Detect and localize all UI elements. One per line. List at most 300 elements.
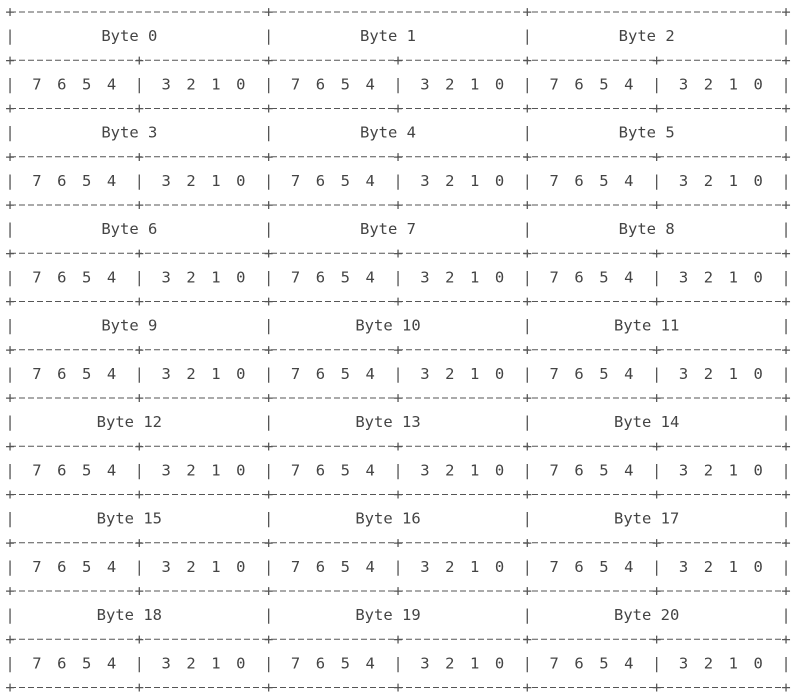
bit-number: 0 (494, 171, 505, 190)
bit-number: 6 (57, 461, 67, 480)
bit-number: 3 (420, 75, 430, 94)
bit-number: 1 (211, 364, 221, 383)
byte-column-divider: | (522, 509, 533, 528)
byte-column-divider: | (522, 557, 533, 576)
bit-number: 2 (186, 171, 196, 190)
border-plus-mark: + (651, 196, 662, 214)
bit-number: 0 (494, 364, 505, 383)
bit-number: 6 (574, 461, 584, 480)
row-border-top (5, 196, 790, 214)
bit-number: 1 (728, 268, 738, 287)
bit-number: 7 (290, 75, 301, 94)
bit-number: 3 (678, 75, 689, 94)
bit-number: 1 (211, 171, 221, 190)
byte-column-divider: | (5, 27, 15, 46)
border-plus-mark: + (522, 678, 533, 697)
border-plus-mark: + (651, 99, 662, 118)
bit-number: 1 (211, 557, 221, 576)
border-plus-mark: + (781, 196, 791, 214)
diagram-bottom-border (5, 679, 790, 697)
border-plus-mark: + (781, 99, 791, 118)
border-plus-mark: + (781, 292, 791, 311)
border-plus-mark: + (651, 340, 662, 359)
bit-number: 6 (57, 654, 67, 673)
border-plus-mark: + (5, 196, 15, 214)
border-plus-mark: + (5, 678, 15, 697)
border-plus-mark: + (263, 582, 274, 600)
border-plus-mark: + (651, 485, 662, 504)
byte-label: Byte 4 (360, 123, 416, 142)
bit-number: 5 (599, 557, 609, 576)
bit-number: 7 (549, 268, 559, 287)
border-plus-mark: + (5, 340, 15, 359)
border-plus-mark: + (522, 389, 533, 407)
nibble-border (5, 534, 790, 552)
border-plus-mark: + (5, 630, 15, 649)
byte-column-divider: | (522, 606, 533, 625)
nibble-divider: | (393, 364, 403, 383)
border-plus-mark: + (651, 437, 662, 456)
border-plus-mark: + (522, 533, 533, 552)
bit-number: 3 (161, 557, 171, 576)
border-plus-mark: + (263, 244, 274, 263)
bit-number: 3 (420, 268, 430, 287)
bit-number: 5 (340, 557, 350, 576)
byte-column-divider: | (263, 461, 274, 480)
border-plus-mark: + (263, 292, 274, 311)
bit-number: 3 (420, 364, 430, 383)
bit-number: 5 (340, 364, 350, 383)
nibble-divider: | (651, 557, 662, 576)
nibble-divider: | (651, 75, 662, 94)
bit-number: 3 (420, 171, 430, 190)
border-plus-mark: + (263, 196, 274, 214)
bit-number: 4 (624, 557, 634, 576)
byte-label: Byte 19 (355, 606, 421, 625)
byte-column-divider: | (781, 364, 791, 383)
bit-number: 2 (703, 364, 714, 383)
row-border-top (5, 486, 790, 504)
bit-number: 2 (186, 268, 196, 287)
bit-number: 1 (728, 171, 738, 190)
nibble-divider: | (393, 557, 403, 576)
border-plus-mark: + (263, 340, 274, 359)
byte-column-divider: | (5, 123, 15, 142)
bit-number: 0 (753, 461, 763, 480)
bit-number: 4 (106, 171, 117, 190)
byte-label-row (97, 413, 680, 431)
bit-number: 6 (574, 171, 584, 190)
byte-column-divider: | (263, 413, 274, 432)
byte-column-divider: | (263, 27, 274, 46)
byte-label: Byte 9 (101, 316, 158, 335)
bit-number: 2 (445, 171, 455, 190)
nibble-divider: | (651, 268, 662, 287)
bit-number: 1 (728, 557, 738, 576)
bit-number: 7 (549, 461, 559, 480)
bit-number: 5 (599, 75, 609, 94)
border-plus-mark: + (522, 244, 533, 263)
border-plus-mark: + (522, 582, 533, 600)
border-plus-mark: + (393, 485, 403, 504)
bit-number: 3 (161, 364, 171, 383)
bit-number: 0 (236, 364, 246, 383)
border-plus-mark: + (134, 582, 145, 600)
bit-number: 7 (549, 364, 559, 383)
byte-column-divider: | (5, 509, 15, 528)
byte-label: Byte 20 (614, 606, 680, 625)
nibble-border (5, 148, 790, 166)
byte-column-divider: | (5, 557, 15, 576)
bit-number: 1 (211, 268, 221, 287)
bit-number: 2 (445, 461, 455, 480)
byte-column-divider: | (522, 27, 533, 46)
byte-column-divider: | (5, 220, 15, 239)
border-plus-mark: + (134, 51, 145, 70)
bit-number: 3 (678, 364, 689, 383)
bit-number: 7 (32, 364, 42, 383)
byte-column-divider: | (522, 364, 533, 383)
byte-column-divider: | (263, 606, 274, 625)
border-plus-mark: + (393, 630, 403, 649)
nibble-divider: | (134, 654, 145, 673)
byte-label: Byte 12 (96, 413, 162, 432)
bit-number: 2 (703, 171, 714, 190)
bit-number: 5 (81, 461, 92, 480)
bit-number: 1 (211, 75, 221, 94)
byte-label: Byte 10 (355, 316, 421, 335)
nibble-divider: | (651, 364, 662, 383)
bit-number: 6 (315, 654, 326, 673)
border-plus-mark: + (5, 3, 15, 21)
border-plus-mark: + (393, 244, 403, 263)
border-plus-mark: + (263, 389, 274, 407)
bit-number: 2 (703, 75, 714, 94)
byte-column-divider: | (781, 461, 791, 480)
byte-label-row (101, 27, 674, 45)
byte-column-divider: | (781, 509, 791, 528)
bit-number: 5 (599, 461, 609, 480)
byte-column-divider: | (522, 413, 533, 432)
nibble-divider: | (393, 75, 403, 94)
bit-number: 3 (420, 557, 430, 576)
nibble-border (5, 630, 790, 648)
nibble-border (5, 341, 790, 359)
border-plus-mark: + (522, 3, 533, 21)
bit-number: 4 (624, 268, 634, 287)
bit-number: 1 (469, 364, 480, 383)
byte-label: Byte 8 (618, 220, 675, 239)
border-plus-mark: + (5, 244, 15, 263)
border-plus-mark: + (651, 389, 662, 407)
border-plus-mark: + (522, 99, 533, 118)
bit-number: 2 (445, 654, 455, 673)
nibble-border (5, 51, 790, 69)
byte-column-divider: | (522, 654, 533, 673)
border-plus-mark: + (781, 51, 791, 70)
border-plus-mark: + (522, 485, 533, 504)
border-plus-mark: + (393, 582, 403, 600)
border-plus-mark: + (651, 292, 662, 311)
nibble-border (5, 437, 790, 455)
bit-number: 6 (315, 461, 326, 480)
bit-number: 0 (753, 171, 763, 190)
bit-number: 2 (445, 557, 455, 576)
border-plus-mark: + (781, 437, 791, 456)
bit-number: 7 (549, 75, 559, 94)
bit-number: 5 (340, 654, 350, 673)
bit-number: 5 (599, 364, 609, 383)
bit-number: 5 (340, 268, 350, 287)
bit-number: 6 (315, 75, 326, 94)
nibble-divider: | (134, 268, 145, 287)
byte-label-row (101, 220, 674, 238)
nibble-divider: | (134, 75, 145, 94)
border-plus-mark: + (522, 340, 533, 359)
border-plus-mark: + (651, 582, 662, 600)
bit-number: 4 (624, 75, 634, 94)
border-plus-mark: + (522, 147, 533, 166)
byte-label: Byte 13 (355, 413, 421, 432)
bit-number: 6 (57, 75, 67, 94)
byte-column-divider: | (522, 171, 533, 190)
border-plus-mark: + (651, 51, 662, 70)
bit-number: 1 (728, 654, 738, 673)
border-plus-mark: + (393, 437, 403, 456)
bit-number: 5 (81, 654, 92, 673)
row-border-top (5, 582, 790, 600)
border-plus-mark: + (393, 389, 403, 407)
bit-number: 1 (469, 171, 480, 190)
bit-number: 5 (81, 364, 92, 383)
bit-number: 6 (574, 654, 584, 673)
byte-column-divider: | (5, 461, 15, 480)
border-plus-mark: + (134, 437, 145, 456)
nibble-divider: | (393, 171, 403, 190)
bit-number: 5 (599, 171, 609, 190)
byte-label: Byte 5 (618, 123, 675, 142)
byte-column-divider: | (781, 268, 791, 287)
byte-column-divider: | (263, 509, 274, 528)
nibble-divider: | (393, 268, 403, 287)
bit-number: 6 (57, 364, 67, 383)
border-plus-mark: + (263, 485, 274, 504)
byte-column-divider: | (522, 268, 533, 287)
bit-number: 0 (236, 171, 246, 190)
bit-number: 6 (315, 557, 326, 576)
border-plus-mark: + (5, 485, 15, 504)
byte-column-divider: | (5, 75, 15, 94)
border-plus-mark: + (393, 292, 403, 311)
bit-number: 7 (32, 75, 42, 94)
byte-column-divider: | (263, 654, 274, 673)
byte-column-divider: | (263, 268, 274, 287)
bit-number: 1 (728, 364, 738, 383)
nibble-divider: | (651, 461, 662, 480)
bit-number: 0 (753, 654, 763, 673)
bit-number: 6 (574, 364, 584, 383)
border-plus-mark: + (5, 292, 15, 311)
bit-number: 0 (753, 364, 763, 383)
border-plus-mark: + (651, 244, 662, 263)
border-plus-mark: + (393, 678, 403, 697)
border-plus-mark: + (781, 533, 791, 552)
byte-column-divider: | (781, 557, 791, 576)
byte-label: Byte 11 (614, 316, 680, 335)
border-plus-mark: + (393, 99, 403, 118)
byte-column-divider: | (5, 316, 15, 335)
byte-column-divider: | (5, 171, 15, 190)
bit-number: 6 (315, 268, 326, 287)
bit-number: 7 (32, 557, 42, 576)
byte-column-divider: | (263, 220, 274, 239)
border-plus-mark: + (781, 678, 791, 697)
bit-number: 3 (678, 171, 689, 190)
bit-number: 6 (57, 557, 67, 576)
bit-number: 6 (315, 364, 326, 383)
byte-column-divider: | (263, 171, 274, 190)
bit-number: 3 (161, 171, 171, 190)
bit-number: 5 (340, 461, 350, 480)
bit-number: 5 (81, 75, 92, 94)
border-plus-mark: + (5, 389, 15, 407)
border-plus-mark: + (263, 147, 274, 166)
byte-label: Byte 18 (96, 606, 162, 625)
byte-column-divider: | (781, 123, 791, 142)
bit-number: 4 (365, 654, 375, 673)
bit-number: 2 (186, 654, 196, 673)
byte-column-divider: | (781, 171, 791, 190)
byte-column-divider: | (522, 220, 533, 239)
border-plus-mark: + (263, 99, 274, 118)
bit-number: 4 (624, 171, 634, 190)
bit-number: 4 (624, 364, 634, 383)
bit-number: 2 (186, 364, 196, 383)
border-plus-mark: + (5, 533, 15, 552)
bit-number: 5 (81, 171, 92, 190)
bit-number: 4 (624, 461, 634, 480)
bit-number: 7 (290, 461, 301, 480)
bit-number: 0 (753, 268, 763, 287)
border-plus-mark: + (134, 196, 145, 214)
bit-number: 2 (445, 75, 455, 94)
border-plus-mark: + (781, 3, 791, 21)
byte-label-row (101, 124, 674, 142)
byte-column-divider: | (263, 123, 274, 142)
byte-column-divider: | (781, 654, 791, 673)
byte-label-row (101, 317, 679, 335)
byte-label: Byte 6 (101, 220, 158, 239)
border-plus-mark: + (263, 3, 274, 21)
bit-number: 3 (161, 654, 171, 673)
bit-number: 2 (186, 461, 196, 480)
bit-number: 5 (81, 557, 92, 576)
byte-label: Byte 15 (96, 509, 162, 528)
bit-number: 7 (32, 461, 42, 480)
bit-number: 0 (494, 75, 505, 94)
bit-number: 0 (494, 461, 505, 480)
byte-column-divider: | (5, 413, 15, 432)
border-plus-mark: + (134, 485, 145, 504)
bit-number: 4 (106, 461, 117, 480)
bit-number: 1 (211, 654, 221, 673)
bit-number: 4 (365, 171, 375, 190)
bit-number: 1 (469, 461, 480, 480)
bit-number: 3 (678, 461, 689, 480)
bit-number: 7 (549, 557, 559, 576)
bit-number: 4 (365, 268, 375, 287)
bit-number: 5 (599, 654, 609, 673)
bit-number: 6 (574, 268, 584, 287)
bit-number: 1 (211, 461, 221, 480)
border-plus-mark: + (393, 533, 403, 552)
bit-number: 0 (753, 75, 763, 94)
bit-number: 4 (106, 75, 117, 94)
bit-number: 6 (315, 171, 326, 190)
nibble-divider: | (393, 461, 403, 480)
bit-number: 2 (445, 268, 455, 287)
border-plus-mark: + (781, 147, 791, 166)
bit-number: 4 (365, 557, 375, 576)
border-plus-mark: + (5, 99, 15, 118)
bit-number: 5 (81, 268, 92, 287)
border-plus-mark: + (134, 292, 145, 311)
bit-number: 0 (236, 75, 246, 94)
border-plus-mark: + (263, 51, 274, 70)
byte-column-divider: | (781, 606, 791, 625)
border-plus-mark: + (393, 147, 403, 166)
bit-number: 2 (186, 75, 196, 94)
border-plus-mark: + (134, 99, 145, 118)
byte-column-divider: | (522, 75, 533, 94)
bit-number: 2 (445, 364, 455, 383)
bit-number: 6 (57, 268, 67, 287)
bit-number: 3 (678, 268, 689, 287)
bit-number: 1 (728, 75, 738, 94)
byte-column-divider: | (522, 461, 533, 480)
bit-number: 6 (57, 171, 67, 190)
byte-label: Byte 7 (360, 220, 416, 239)
bit-number: 4 (365, 75, 375, 94)
byte-column-divider: | (781, 27, 791, 46)
bit-number: 3 (161, 461, 171, 480)
bit-number: 1 (469, 557, 480, 576)
border-plus-mark: + (781, 340, 791, 359)
border-plus-mark: + (393, 196, 403, 214)
bit-number: 1 (469, 268, 480, 287)
bit-number: 7 (290, 654, 301, 673)
border-plus-mark: + (651, 678, 662, 697)
bit-number: 4 (106, 557, 117, 576)
byte-column-divider: | (781, 220, 791, 239)
border-plus-mark: + (134, 147, 145, 166)
bit-number: 1 (728, 461, 738, 480)
bit-number: 0 (494, 654, 505, 673)
byte-column-divider: | (263, 557, 274, 576)
bit-number: 7 (549, 654, 559, 673)
nibble-divider: | (393, 654, 403, 673)
byte-column-divider: | (263, 75, 274, 94)
byte-label: Byte 2 (618, 27, 675, 46)
border-plus-mark: + (5, 147, 15, 166)
bit-number: 0 (236, 654, 246, 673)
byte-column-divider: | (522, 123, 533, 142)
nibble-divider: | (651, 654, 662, 673)
border-plus-mark: + (522, 196, 533, 214)
border-plus-mark: + (134, 340, 145, 359)
bit-number: 7 (32, 268, 42, 287)
border-plus-mark: + (781, 582, 791, 600)
